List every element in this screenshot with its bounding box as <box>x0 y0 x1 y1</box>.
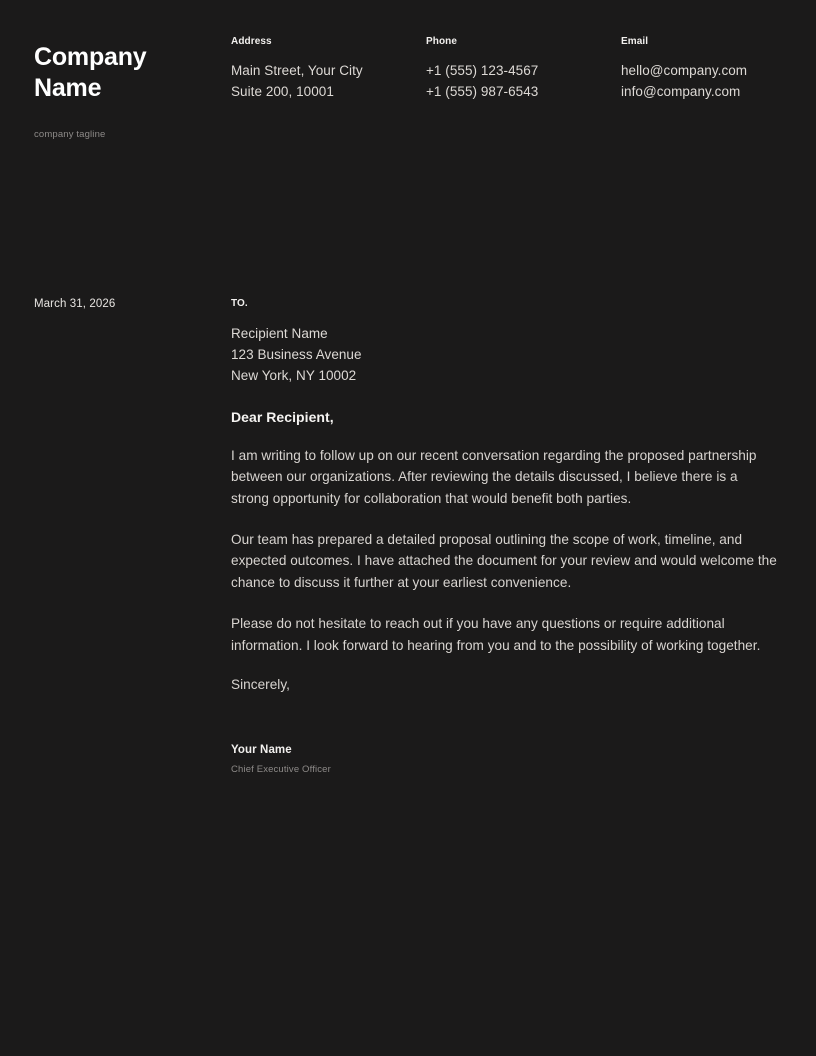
email-line-1: hello@company.com <box>621 63 748 78</box>
letter-date: March 31, 2026 <box>34 298 116 310</box>
letter-paragraph-3: Please do not hesitate to reach out if you have any questions or require additional information. I look forward to hearing from you and to the possibility of working together. <box>231 616 761 653</box>
brand-block <box>34 36 231 140</box>
contact-label-email: Email <box>621 36 649 47</box>
signature-block <box>231 744 779 775</box>
letter-content-column <box>231 298 779 775</box>
letter-salutation: Dear Recipient, <box>231 408 334 425</box>
contact-label-address: Address <box>231 36 272 47</box>
recipient-name: Recipient Name <box>231 326 328 341</box>
recipient-label: TO. <box>231 298 248 309</box>
company-name: Company Name <box>34 43 147 102</box>
letter-body <box>34 298 782 775</box>
letter-meta-column <box>34 298 231 310</box>
signer-title: Chief Executive Officer <box>231 764 331 776</box>
company-tagline: company tagline <box>34 129 106 140</box>
address-line-1: Main Street, Your City <box>231 63 363 78</box>
letter-paragraph-1: I am writing to follow up on our recent conversation regarding the proposed partnership between our organizations. After reviewing the details discussed, I believe there is a strong opportunity for collaboration that would benefit both parties. <box>231 447 757 506</box>
phone-line-1: +1 (555) 123-4567 <box>426 63 539 78</box>
letter-closing: Sincerely, <box>231 677 290 693</box>
letterhead-header <box>34 36 782 140</box>
contact-column-email <box>621 36 782 102</box>
recipient-city-state-zip: New York, NY 10002 <box>231 368 357 384</box>
letter-paragraph-2: Our team has prepared a detailed proposal outlining the scope of work, timeline, and expected outcomes. I have attached the document for your review and would welcome the chance to discuss it further at your earliest convenience. <box>231 531 777 590</box>
contact-label-phone: Phone <box>426 36 458 47</box>
phone-line-2: +1 (555) 987-6543 <box>426 84 539 100</box>
email-line-2: info@company.com <box>621 84 741 100</box>
address-line-2: Suite 200, 10001 <box>231 84 334 100</box>
contact-column-phone <box>426 36 621 102</box>
contact-column-address <box>231 36 426 102</box>
recipient-street: 123 Business Avenue <box>231 347 362 363</box>
signer-name: Your Name <box>231 744 292 757</box>
